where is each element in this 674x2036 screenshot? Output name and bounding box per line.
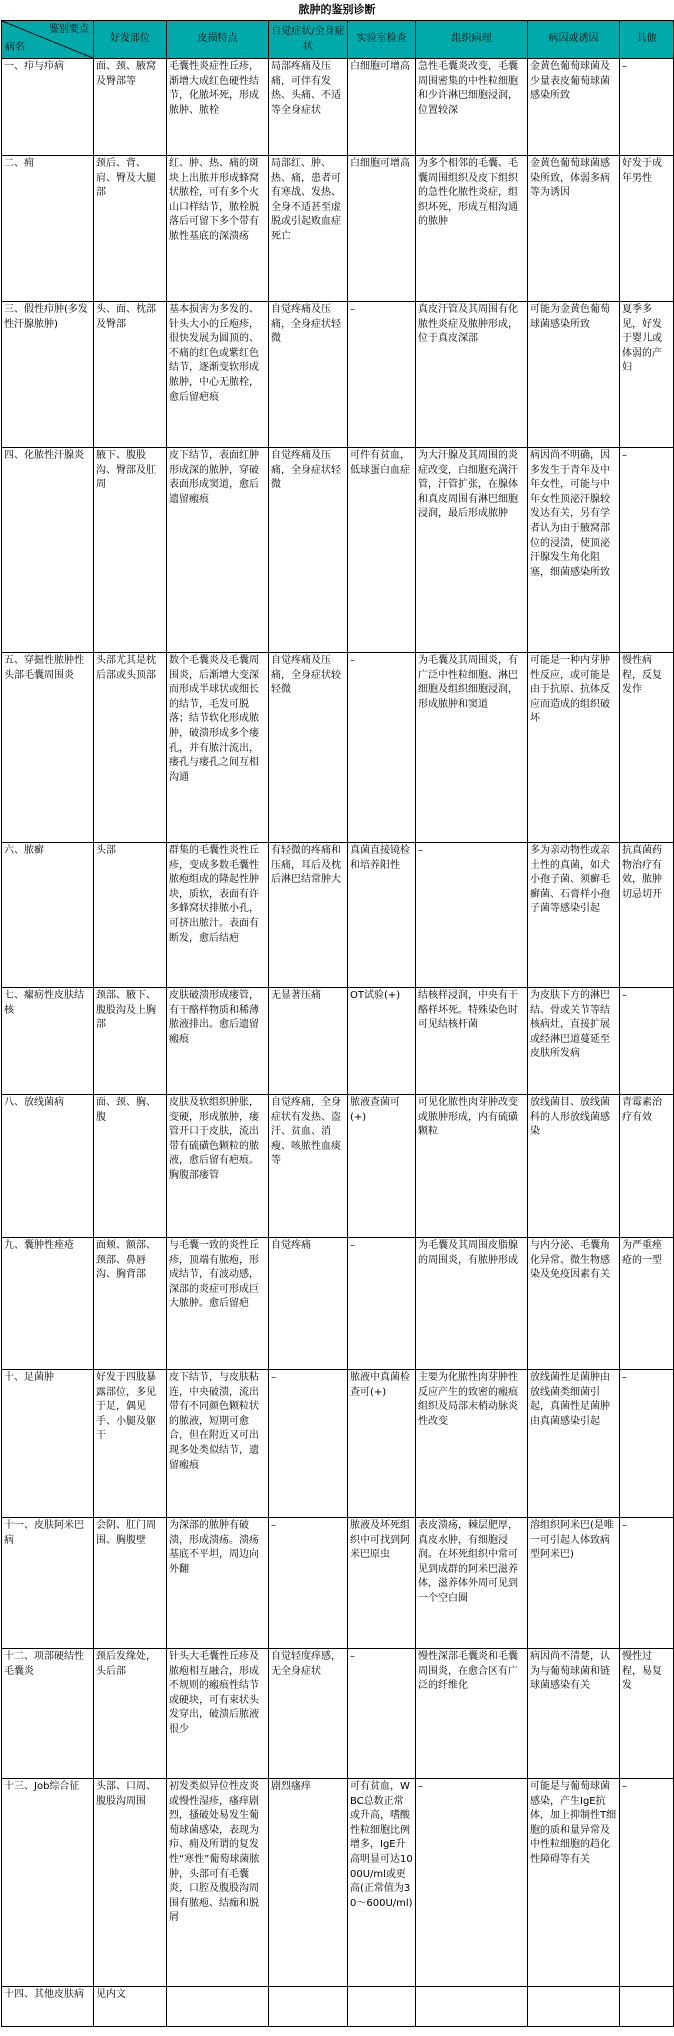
cell-pathology: 为毛囊及其周围炎，有广泛中性粒细胞、淋巴细胞及组织细胞浸润，形成脓肿和窦道 <box>416 653 528 843</box>
cell-lesion: 皮下结节，与皮肤粘连，中央破溃，流出带有不同颜色颗粒状的脓液，短期可愈合，但在附近又可出现多处类似结节，遗留瘢痕 <box>167 1370 269 1518</box>
cell-etiology: 与内分泌、毛囊角化异常、微生物感染及免疫因素有关 <box>528 1238 620 1370</box>
cell-symptoms: 自觉疼痛及压痛，全身症状较轻微 <box>269 653 348 843</box>
cell-symptoms: 有轻微的疼痛和压痛，耳后及枕后淋巴结常肿大 <box>269 843 348 988</box>
cell-site: 好发于四肢暴露部位，多见于足，偶见手、小腿及躯干 <box>94 1370 167 1518</box>
cell-lab: 脓液查菌可(+) <box>348 1095 416 1238</box>
cell-site: 头、面、枕部及臀部 <box>94 302 167 448</box>
cell-site: 头部尤其是枕后部或头顶部 <box>94 653 167 843</box>
cell-etiology: 病因尚不清楚，认为与葡萄球菌和链球菌感染有关 <box>528 1649 620 1779</box>
document-title: 脓肿的鉴别诊断 <box>298 3 376 16</box>
cell-other: 慢性病程，反复发作 <box>620 653 674 843</box>
cell-etiology <box>528 1987 620 2027</box>
header-etiology: 病因或诱因 <box>528 21 620 59</box>
cell-etiology: 金黄色葡萄球菌感染所致，体弱多病等为诱因 <box>528 156 620 302</box>
cell-lesion: 皮肤破溃形成瘘管，有干酪样物质和稀薄脓液排出。愈后遗留瘢痕 <box>167 988 269 1095</box>
cell-etiology: 病因尚不明确，因多发生于青年及中年女性，可能与中年女性顶泌汗腺较发达有关，另有学者认为由于腋窝部位的浸渍，使顶泌汗腺发生角化阻塞，细菌感染所致 <box>528 448 620 653</box>
cell-pathology <box>416 1987 528 2027</box>
cell-symptoms: 局部疼痛及压痛，可伴有发热、头痛、不适等全身症状 <box>269 59 348 156</box>
disease-name: 八、放线菌病 <box>2 1095 94 1238</box>
cell-other: 抗真菌药物治疗有效，脓肿切忌切开 <box>620 843 674 988</box>
header-symptoms: 自觉症状/全身症状 <box>269 21 348 59</box>
header-site: 好发部位 <box>94 21 167 59</box>
cell-other: – <box>620 1779 674 1987</box>
cell-pathology: 可见化脓性肉芽肿改变或脓肿形成，内有硫磺颗粒 <box>416 1095 528 1238</box>
cell-pathology: 表皮溃疡，棘层肥厚，真皮水肿，有细胞浸润。在坏死组织中常可见到成群的阿米巴滋养体，滋养体外周可见到一个空白圈 <box>416 1518 528 1649</box>
table-row <box>2 302 674 448</box>
cell-lesion: 与毛囊一致的炎性丘疹，顶端有脓疱，形成结节，有波动感，深部的炎症可形成巨大脓肿。愈后留疤 <box>167 1238 269 1370</box>
table-row <box>2 1095 674 1238</box>
cell-site: 腋下、腹股沟、臀部及肛周 <box>94 448 167 653</box>
cell-pathology: 急性毛囊炎改变，毛囊周围密集的中性粒细胞和少许淋巴细胞浸润，位置较深 <box>416 59 528 156</box>
cell-pathology: – <box>416 843 528 988</box>
cell-etiology: 金黄色葡萄球菌及少量表皮葡萄球菌感染所致 <box>528 59 620 156</box>
cell-other: – <box>620 448 674 653</box>
disease-name: 十四、其他皮肤病 <box>2 1987 94 2027</box>
disease-name: 三、假性疖肿(多发性汗腺脓肿) <box>2 302 94 448</box>
disease-name: 五、穿掘性脓肿性头部毛囊周围炎 <box>2 653 94 843</box>
cell-lab: OT试验(+) <box>348 988 416 1095</box>
disease-name: 七、瘰疬性皮肤结核 <box>2 988 94 1095</box>
differential-diagnosis-table <box>1 20 674 2027</box>
cell-etiology: 放线菌性足菌肿由放线菌类细菌引起，真菌性足菌肿由真菌感染引起 <box>528 1370 620 1518</box>
cell-pathology: 主要为化脓性肉芽肿性反应产生的致密的瘢痕组织及局部末梢动脉炎性改变 <box>416 1370 528 1518</box>
disease-name: 四、化脓性汗腺炎 <box>2 448 94 653</box>
cell-symptoms: 剧烈瘙痒 <box>269 1779 348 1987</box>
disease-name: 十二、项部硬结性毛囊炎 <box>2 1649 94 1779</box>
cell-site: 颈后、背、肩、臀及大腿部 <box>94 156 167 302</box>
cell-lab: 脓液及坏死组织中可找到阿米巴原虫 <box>348 1518 416 1649</box>
table-row <box>2 1649 674 1779</box>
cell-lab: – <box>348 302 416 448</box>
cell-lesion: 毛囊性炎症性丘疹，渐增大成红色硬性结节，化脓坏死，形成脓肿、脓栓 <box>167 59 269 156</box>
cell-pathology: 为毛囊及其周围皮脂腺的周围炎，有脓肿形成 <box>416 1238 528 1370</box>
cell-symptoms: 自觉疼痛，全身症状有发热、盗汗、贫血、消瘦、咳脓性血痰等 <box>269 1095 348 1238</box>
cell-lesion: 皮肤及软组织肿胀，变硬，形成脓肿，瘘管开口于皮肤，流出带有硫磺色颗粒的脓液，愈后留有疤痕。胸腹部瘘管 <box>167 1095 269 1238</box>
table-row <box>2 59 674 156</box>
cell-lab: 脓液中真菌检查可(+) <box>348 1370 416 1518</box>
cell-etiology: 可能是一种内芽肿性反应，或可能是由于抗原、抗体反应而造成的组织破坏 <box>528 653 620 843</box>
cell-other: 慢性过程，易复发 <box>620 1649 674 1779</box>
cell-lab: 可件有贫血，低球蛋白血症 <box>348 448 416 653</box>
disease-name: 十三、Job综合征 <box>2 1779 94 1987</box>
cell-lesion: 皮下结节，表面红肿形成深的脓肿，穿破表面形成窦道，愈后遗留瘢痕 <box>167 448 269 653</box>
cell-symptoms: 局部红、肿、热、痛，患者可有寒战、发热、全身不适甚至虚脱或引起败血症死亡 <box>269 156 348 302</box>
cell-etiology: 为皮肤下方的淋巴结、骨或关节等结核病灶，直接扩展或经淋巴道蔓延至皮肤所发病 <box>528 988 620 1095</box>
table-row <box>2 1987 674 2027</box>
cell-lesion: 初发类似异位性皮炎或慢性湿疹，瘙痒剧烈，搔破处易发生葡萄球菌感染，表现为疖、痈及所谓的复发性“寒性”葡萄球菌脓肿，头部可有毛囊炎，口腔及腹股沟周围有脓疱、结痂和脱屑 <box>167 1779 269 1987</box>
cell-symptoms <box>269 1987 348 2027</box>
cell-lab: 可有贫血，WBC总数正常或升高，嗜酸性粒细胞比例增多，IgE升高明显可达1000U/ml或更高(正常值为30～600U/ml) <box>348 1779 416 1987</box>
cell-other: 为严重痤疮的一型 <box>620 1238 674 1370</box>
disease-name: 二、痈 <box>2 156 94 302</box>
cell-symptoms: – <box>269 1370 348 1518</box>
cell-symptoms: 自觉疼痛及压痛，全身症状轻微 <box>269 302 348 448</box>
disease-name: 六、脓癣 <box>2 843 94 988</box>
header-lab: 实验室检查 <box>348 21 416 59</box>
cell-pathology: 为大汗腺及其周围的炎症改变，白细胞充满汗管，汗管扩张，在腺体和真皮周围有淋巴细胞浸润，最后形成脓肿 <box>416 448 528 653</box>
cell-symptoms: 自觉疼痛及压痛，全身症状轻微 <box>269 448 348 653</box>
cell-site: 头部 <box>94 843 167 988</box>
cell-lesion: 针头大毛囊性丘疹及脓疱相互融合，形成不规则的瘢痕性结节或硬块，可有束状头发穿出，破溃后脓液很少 <box>167 1649 269 1779</box>
disease-name: 一、疖与疖病 <box>2 59 94 156</box>
cell-pathology: 慢性深部毛囊炎和毛囊周围炎，在愈合区有广泛的纤维化 <box>416 1649 528 1779</box>
header-corner-cell <box>2 21 94 59</box>
table-row <box>2 1779 674 1987</box>
header-corner-top: 鉴别要点 <box>49 24 89 35</box>
cell-other: 夏季多见，好发于婴儿或体弱的产妇 <box>620 302 674 448</box>
cell-lesion: 群集的毛囊性炎性丘疹，变成多数毛囊性脓疱组成的隆起性肿块，质软，表面有许多蜂窝状排脓小孔，可挤出脓汁。表面有断发，愈后结疤 <box>167 843 269 988</box>
table-row <box>2 653 674 843</box>
table-row <box>2 1370 674 1518</box>
cell-site: 面颊、额部、颈部、鼻唇沟、胸背部 <box>94 1238 167 1370</box>
cell-pathology: 结核样浸润，中央有干酪样坏死。特殊染色时可见结核杆菌 <box>416 988 528 1095</box>
header-corner-bottom: 病名 <box>5 42 25 54</box>
table-body <box>2 59 674 2027</box>
cell-lab: 白细胞可增高 <box>348 156 416 302</box>
cell-other: – <box>620 1370 674 1518</box>
cell-symptoms: 自觉轻度痒感，无全身症状 <box>269 1649 348 1779</box>
cell-lab: – <box>348 653 416 843</box>
cell-other: – <box>620 1518 674 1649</box>
cell-lesion: 红、肿、热、痛的斑块上出脓并形成蜂窝状脓栓，可有多个火山口样结节，脓栓脱落后可留下多个带有脓性基底的深溃疡 <box>167 156 269 302</box>
cell-other: – <box>620 59 674 156</box>
cell-symptoms: 无显著压痛 <box>269 988 348 1095</box>
cell-other <box>620 1987 674 2027</box>
cell-site: 面、颈、胸、腹 <box>94 1095 167 1238</box>
disease-name: 九、囊肿性痤疮 <box>2 1238 94 1370</box>
cell-lesion <box>167 1987 269 2027</box>
table-row <box>2 988 674 1095</box>
header-lesion: 皮损特点 <box>167 21 269 59</box>
cell-site: 头部、口周、腹股沟周围 <box>94 1779 167 1987</box>
table-row <box>2 1518 674 1649</box>
cell-symptoms: 自觉疼痛 <box>269 1238 348 1370</box>
table-row <box>2 843 674 988</box>
cell-site: 颈后发缘处，头后部 <box>94 1649 167 1779</box>
cell-site: 会阴、肛门周围、胸腹壁 <box>94 1518 167 1649</box>
disease-name: 十一、皮肤阿米巴病 <box>2 1518 94 1649</box>
cell-etiology: 放线菌目、放线菌科的人形放线菌感染 <box>528 1095 620 1238</box>
cell-other: 好发于成年男性 <box>620 156 674 302</box>
cell-symptoms: – <box>269 1518 348 1649</box>
table-header-row <box>2 21 674 59</box>
cell-site: 颈部、腋下、腹股沟及上胸部 <box>94 988 167 1095</box>
cell-lab: 白细胞可增高 <box>348 59 416 156</box>
cell-lesion: 数个毛囊炎及毛囊周围炎，后渐增大变深而形成半球状或细长的结节，毛发可脱落；结节软化形成脓肿，破溃形成多个瘘孔，并有脓汁流出，瘘孔与瘘孔之间互相沟通 <box>167 653 269 843</box>
cell-etiology: 多为亲动物性或亲土性的真菌，如犬小孢子菌、须癣毛癣菌、石膏样小孢子菌等感染引起 <box>528 843 620 988</box>
cell-lesion: 基本损害为多发的、针头大小的丘疱疹，很快发展为圆顶的、不痛的红色或紫红色结节，逐渐变软形成脓肿，中心无脓栓，愈后留疤痕 <box>167 302 269 448</box>
cell-lab <box>348 1987 416 2027</box>
table-row <box>2 448 674 653</box>
cell-pathology: 为多个相邻的毛囊、毛囊周围组织及皮下组织的急性化脓性炎症，组织坏死，形成互相沟通的脓肿 <box>416 156 528 302</box>
header-other: 其他 <box>620 21 674 59</box>
header-pathology: 组织病理 <box>416 21 528 59</box>
disease-name: 十、足菌肿 <box>2 1370 94 1518</box>
cell-lab: – <box>348 1649 416 1779</box>
cell-lesion: 为深部的脓肿有破溃，形成溃疡。溃疡基底不平坦，周边向外翻 <box>167 1518 269 1649</box>
cell-pathology: 真皮汗管及其周围有化脓性炎症及脓肿形成，位于真皮深部 <box>416 302 528 448</box>
cell-site: 面、颈、腋窝及臀部等 <box>94 59 167 156</box>
cell-pathology: – <box>416 1779 528 1987</box>
cell-other: – <box>620 988 674 1095</box>
cell-other: 青霉素治疗有效 <box>620 1095 674 1238</box>
cell-site: 见内文 <box>94 1987 167 2027</box>
cell-lab: 真菌直接镜检和培养阳性 <box>348 843 416 988</box>
table-row <box>2 156 674 302</box>
cell-etiology: 可能为金黄色葡萄球菌感染所致 <box>528 302 620 448</box>
cell-etiology: 可能是与葡萄球菌感染，产生IgE抗体，加上抑制性T细胞的质和量异常及中性粒细胞的趋化性障碍等有关 <box>528 1779 620 1987</box>
cell-etiology: 溶组织阿米巴(是唯一可引起人体致病型阿米巴) <box>528 1518 620 1649</box>
cell-lab: – <box>348 1238 416 1370</box>
table-row <box>2 1238 674 1370</box>
